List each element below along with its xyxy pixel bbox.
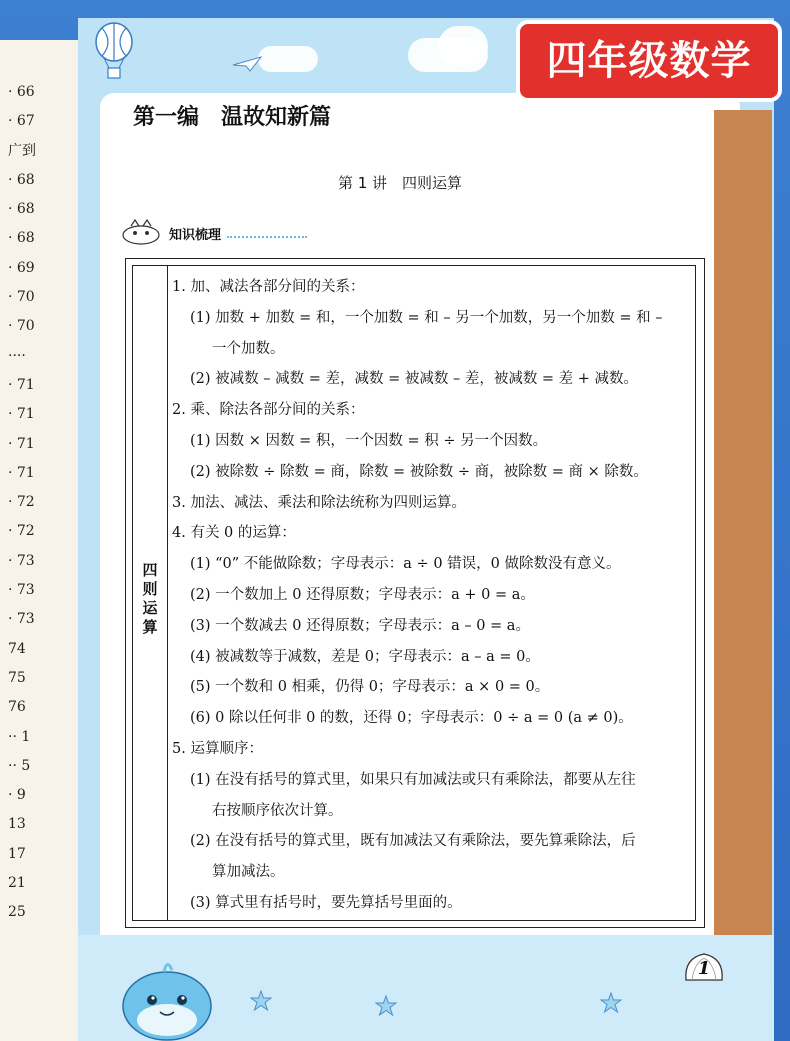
toc-page-number: · 71 <box>8 406 35 423</box>
toc-page-number: · 67 <box>8 113 35 130</box>
table-of-contents-edge <box>0 78 78 928</box>
hot-air-balloon-icon <box>92 22 136 82</box>
section-label: 知识梳理 <box>169 228 222 243</box>
knowledge-line: (1) “0” 不能做除数；字母表示：a ÷ 0 错误，0 做除数没有意义。 <box>190 556 621 573</box>
toc-page-number: 76 <box>8 699 26 716</box>
lesson-title: 第 1 讲 四则运算 <box>337 174 463 192</box>
starfish-icon <box>375 995 397 1017</box>
knowledge-line: 2. 乘、除法各部分间的关系： <box>172 402 365 419</box>
knowledge-line: (1) 加数 + 加数 = 和，一个加数 = 和 – 另一个加数，另一个加数 = 和 – <box>190 309 663 326</box>
knowledge-line: (3) 算式里有括号时，要先算括号里面的。 <box>190 895 462 911</box>
dotted-underline <box>227 236 307 238</box>
knowledge-line: (1) 在没有括号的算式里，如果只有加减法或只有乘除法，都要从左往 <box>190 771 636 788</box>
toc-page-number: · 73 <box>8 552 35 569</box>
mascot-icon <box>117 218 165 246</box>
toc-page-number: · 70 <box>8 318 35 335</box>
toc-page-number: 25 <box>8 904 26 921</box>
toc-page-number: · 68 <box>8 171 35 188</box>
section-tag <box>117 218 307 246</box>
grade-badge: 四年级数学 <box>516 20 782 102</box>
starfish-icon <box>250 990 272 1012</box>
toc-page-number: · 68 <box>8 230 35 247</box>
toc-page-number: 广到 <box>8 142 36 159</box>
toc-page-number: · 71 <box>8 435 35 452</box>
knowledge-line: (4) 被减数等于减数，差是 0；字母表示：a – a = 0。 <box>190 648 540 665</box>
knowledge-line: 4. 有关 0 的运算： <box>172 525 296 542</box>
toc-page-number: · 9 <box>8 787 26 804</box>
toc-page-number: · 73 <box>8 611 35 628</box>
toc-page-number: · 69 <box>8 259 35 276</box>
toc-page-number: 21 <box>8 875 26 892</box>
whale-icon <box>112 948 222 1041</box>
toc-page-number: · 68 <box>8 201 35 218</box>
page-number-text: 1 <box>697 958 711 979</box>
knowledge-line: (2) 被减数 – 减数 = 差，减数 = 被减数 – 差，被减数 = 差 + 减数。 <box>190 371 639 388</box>
paper-plane-icon <box>232 55 262 73</box>
knowledge-line: (5) 一个数和 0 相乘，仍得 0；字母表示：a × 0 = 0。 <box>190 679 550 696</box>
book-edge <box>714 110 772 1041</box>
toc-page-number: · 66 <box>8 84 35 100</box>
knowledge-line: 3. 加法、减法、乘法和除法统称为四则运算。 <box>172 494 466 511</box>
cloud-decoration <box>438 26 488 66</box>
toc-page-number: · 73 <box>8 582 35 599</box>
table-head-label: 四 则 运 算 <box>142 561 158 636</box>
toc-page-number: ·· 5 <box>8 757 31 774</box>
toc-page-number: 17 <box>8 845 26 862</box>
toc-page-number: · 71 <box>8 376 35 393</box>
knowledge-line: (2) 一个数加上 0 还得原数；字母表示：a + 0 = a。 <box>190 587 535 603</box>
toc-page-number: 75 <box>8 669 26 686</box>
knowledge-line: (1) 因数 × 因数 = 积，一个因数 = 积 ÷ 另一个因数。 <box>190 433 548 449</box>
cloud-decoration <box>258 46 318 72</box>
toc-page-number: · 71 <box>8 464 35 481</box>
knowledge-line: 5. 运算顺序： <box>172 741 263 757</box>
toc-page-number: · 72 <box>8 494 35 511</box>
unit-title: 第一编 温故知新篇 <box>133 105 332 130</box>
toc-page-number: · 70 <box>8 289 35 306</box>
knowledge-line: (6) 0 除以任何非 0 的数，还得 0；字母表示：0 ÷ a = 0 (a ≠ 0)。 <box>190 710 633 727</box>
page-number <box>682 950 726 990</box>
knowledge-line: 右按顺序依次计算。 <box>212 802 343 819</box>
table-head-cell <box>132 265 168 921</box>
toc-page-number: 13 <box>8 816 26 833</box>
knowledge-line: 1. 加、减法各部分间的关系： <box>172 279 365 295</box>
starfish-icon <box>600 992 622 1014</box>
toc-page-number: 74 <box>8 640 26 657</box>
toc-page-number: ·· 1 <box>8 728 31 745</box>
knowledge-line: 算加减法。 <box>212 864 285 881</box>
knowledge-line: (2) 在没有括号的算式里，既有加减法又有乘除法，要先算乘除法，后 <box>190 833 636 850</box>
toc-page-number: · 72 <box>8 523 35 540</box>
toc-page-number: ···· <box>8 347 26 364</box>
knowledge-line: 一个加数。 <box>212 340 285 357</box>
knowledge-line: (2) 被除数 ÷ 除数 = 商，除数 = 被除数 ÷ 商，被除数 = 商 × 除数。 <box>190 463 648 480</box>
knowledge-line: (3) 一个数减去 0 还得原数；字母表示：a – 0 = a。 <box>190 617 530 634</box>
